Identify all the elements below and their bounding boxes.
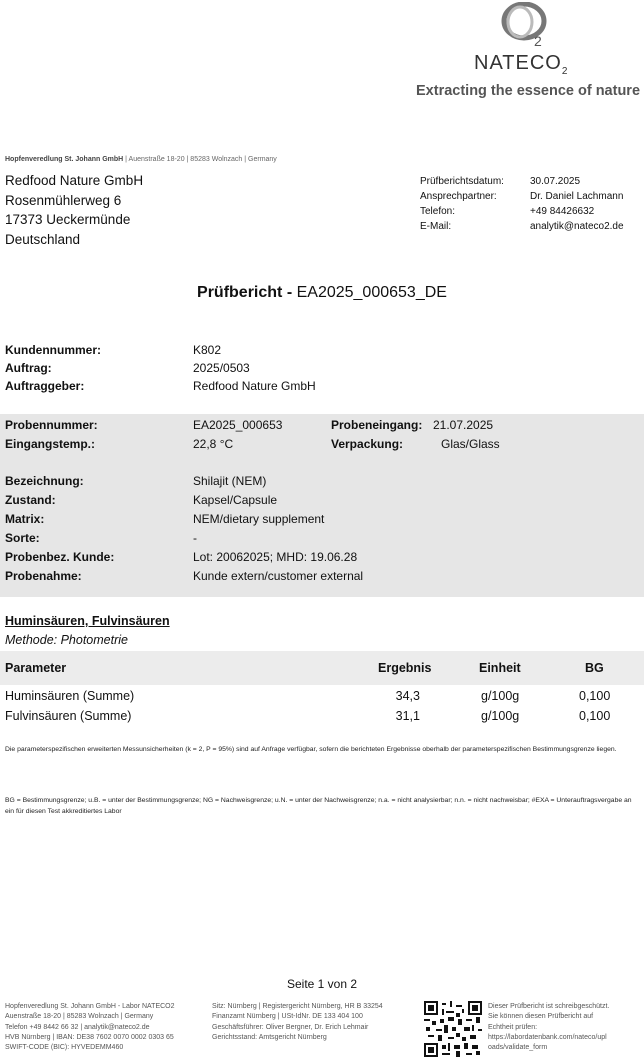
meta-label: Prüfberichtsdatum:	[420, 176, 504, 187]
result-value: 34,3	[395, 689, 420, 703]
sample-label: Matrix:	[5, 512, 45, 526]
recipient-line: Deutschland	[5, 231, 81, 247]
sample-label: Bezeichnung:	[5, 474, 84, 488]
sample-label: Sorte:	[5, 531, 40, 545]
sample-label: Probenahme:	[5, 569, 82, 583]
meta-value: Dr. Daniel Lachmann	[530, 191, 624, 202]
column-header: Ergebnis	[378, 661, 432, 675]
result-value: 31,1	[395, 709, 420, 723]
recipient-address	[5, 171, 143, 249]
result-bg: 0,100	[579, 689, 611, 703]
sample-value: Kunde extern/customer external	[193, 569, 364, 583]
column-header: Einheit	[479, 661, 521, 675]
result-parameter: Fulvinsäuren (Summe)	[5, 709, 132, 723]
sample-label: Eingangstemp.:	[5, 437, 96, 451]
recipient-line: 17373 Ueckermünde	[5, 212, 131, 227]
sample-value: -	[193, 531, 197, 545]
sample-value: Lot: 20062025; MHD: 19.06.28	[193, 550, 358, 564]
footer-company: Hopfenveredlung St. Johann GmbH - Labor NATECO2 Auenstraße 18-20 | 85283 Wolnzach | Germany Telefon +49 8442 66 32 | analytik@nateco2.de HVB Nürnberg | IBAN: DE38 7602 0070 0002 0303 65 SWIFT-CODE (BIC): HYVEDEMM460	[5, 1003, 175, 1052]
order-label: Auftrag:	[5, 361, 52, 375]
report-title: Prüfbericht - EA2025_000653_DE	[197, 284, 447, 301]
order-info	[0, 343, 644, 403]
recipient-line: Redfood Nature GmbH	[5, 173, 144, 188]
qr-code-icon[interactable]	[424, 1001, 482, 1057]
logo-sub-text: 2	[534, 33, 542, 48]
sample-label: Verpackung:	[331, 437, 404, 451]
section-title: Huminsäuren, Fulvinsäuren	[5, 614, 170, 628]
sample-label: Probennummer:	[5, 418, 98, 432]
sample-value: NEM/dietary supplement	[193, 512, 325, 526]
sample-label: Zustand:	[5, 493, 56, 507]
sample-value: EA2025_000653	[193, 418, 283, 432]
sample-value: 22,8 °C	[193, 437, 234, 451]
meta-label: Ansprechpartner:	[420, 191, 497, 202]
sample-value: 21.07.2025	[433, 418, 494, 432]
sample-value: Glas/Glass	[441, 437, 500, 451]
order-value: 2025/0503	[193, 361, 250, 375]
column-header: Parameter	[5, 661, 67, 675]
order-value: K802	[193, 343, 222, 357]
sample-label: Probeneingang:	[331, 418, 423, 432]
result-unit: g/100g	[481, 689, 520, 703]
results-table-header	[0, 651, 644, 685]
meta-value: analytik@nateco2.de	[530, 221, 624, 232]
recipient-line: Rosenmühlerweg 6	[5, 192, 122, 208]
sample-info	[0, 418, 644, 593]
sample-value: Kapsel/Capsule	[193, 493, 278, 507]
result-bg: 0,100	[579, 709, 611, 723]
order-label: Kundennummer:	[5, 343, 101, 357]
order-label: Auftraggeber:	[5, 379, 85, 393]
sample-value: Shilajit (NEM)	[193, 474, 267, 488]
result-parameter: Huminsäuren (Summe)	[5, 689, 135, 703]
order-value: Redfood Nature GmbH	[193, 379, 316, 393]
meta-value: +49 84426632	[530, 206, 595, 217]
footer-validation: Dieser Prüfbericht ist schreibgeschützt. Sie können diesen Prüfbericht auf Echtheit prüfen: https://labordatenbank.com/nateco/upl oads/validate_form	[488, 1003, 610, 1052]
meta-label: Telefon:	[420, 206, 456, 217]
column-header: BG	[585, 661, 604, 675]
brand-tagline: Extracting the essence of nature	[416, 83, 641, 99]
section-method: Methode: Photometrie	[5, 633, 128, 647]
page-number: Seite 1 von 2	[286, 977, 358, 991]
brand-name: $NATECO_2$	[474, 52, 569, 77]
footer-registry: Sitz: Nürnberg | Registergericht Nürnberg, HR B 33254 Finanzamt Nürnberg | USt-IdNr. DE 133 404 100 Geschäftsführer: Oliver Bergner, Dr. Erich Lehmair Gerichtsstand: Amtsgericht Nürnberg	[212, 1003, 383, 1041]
meta-label: E-Mail:	[420, 221, 452, 232]
meta-value: 30.07.2025	[530, 176, 581, 187]
abbreviations-note: BG = Bestimmungsgrenze; u.B. = unter der Bestimmungsgrenze; NG = Nachweisgrenze; u.N. = unter der Nachweisgrenze; n.a. = nicht analysierbar; n.n. = nicht nachweisbar; #EXA = Unterauftragsvergabe an ein für diesen Test akkreditiertes Labor	[5, 797, 632, 815]
sender-line: Hopfenveredlung St. Johann GmbH | Auenstraße 18-20 | 85283 Wolnzach | Germany	[5, 156, 277, 163]
sample-label: Probenbez. Kunde:	[5, 550, 115, 564]
uncertainty-note: Die parameterspezifischen erweiterten Messunsicherheiten (k = 2, P = 95%) sind auf Anfrage verfügbar, sofern die berichteten Ergebnisse oberhalb der parameterspezifischen Bestimmungsgrenze liegen.	[5, 746, 617, 753]
result-unit: g/100g	[481, 709, 520, 723]
nateco-logo-icon	[498, 2, 554, 48]
